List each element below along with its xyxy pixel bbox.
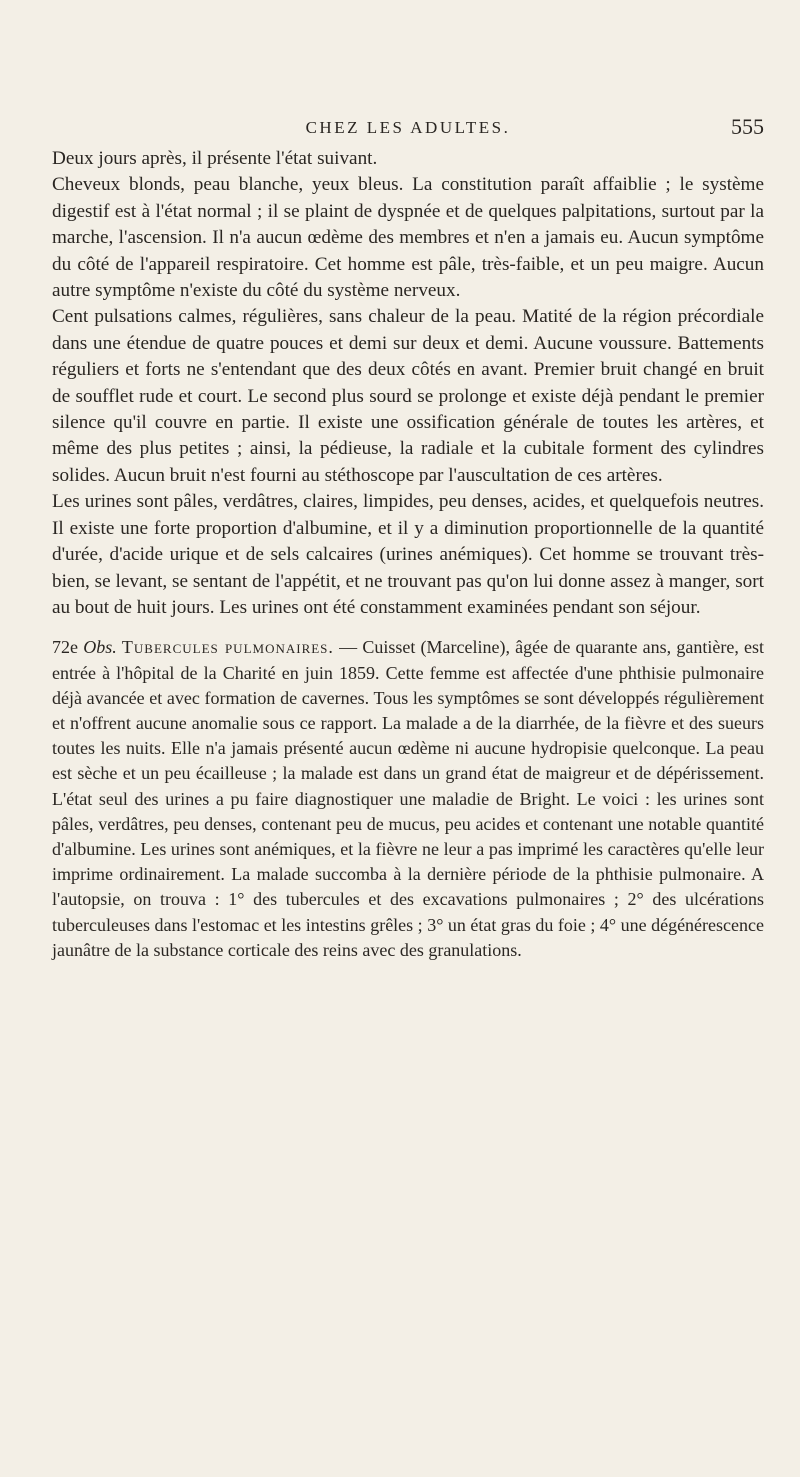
page-number: 555 [731,114,764,139]
observation-label: Obs. [83,637,117,658]
paragraph-description: Cheveux blonds, peau blanche, yeux bleus. La constitution paraît affaiblie ; le système digestif est à l'état normal ; il se plaint de dyspnée et de quelques palpitations, surtout par la marche, l'ascension. Il n'a aucun œdème des membres et n'en a jamais eu. Aucun symptôme du côté de l'appareil respiratoire. Cet homme est pâle, très-faible, et un peu maigre. Aucun autre symptôme n'existe du côté du système nerveux. [52,174,764,302]
running-title: CHEZ LES ADULTES. [305,118,511,137]
paragraph-intro: Deux jours après, il présente l'état suivant. [52,148,378,169]
page-header [52,68,764,139]
observation-title: Tubercules pulmonaires. [121,637,334,658]
observation-72 [52,635,764,963]
paragraph-urines: Les urines sont pâles, verdâtres, claires, limpides, peu denses, acides, et quelquefois neutres. Il existe une forte proportion d'albumine, et il y a diminution proportionnelle de la quantité d'urée, d'acide urique et de sels calcaires (urines anémiques). Cet homme se trouvant très-bien, se levant, se sentant de l'appétit, et ne trouvant pas qu'on lui donne assez à manger, sort au bout de huit jours. Les urines ont été constamment examinées pendant son séjour. [52,491,764,618]
paragraph-examination: Cent pulsations calmes, régulières, sans chaleur de la peau. Matité de la région précordiale dans une étendue de quatre pouces et demi sur deux et demi. Aucune voussure. Battements réguliers et forts ne s'entendant que des deux côtés en avant. Premier bruit changé en bruit de soufflet rude et court. Le second plus sourd se prolonge et existe déjà pendant le premier silence qu'il couvre en partie. Il existe une ossification générale de toutes les artères, et même des plus petites ; ainsi, la pédieuse, la radiale et la cubitale forment des cylindres solides. Aucun bruit n'est fourni au stéthoscope par l'auscultation de ces artères. [52,306,764,486]
observation-number: 72e [52,637,78,658]
observation-text: — Cuisset (Marceline), âgée de quarante ans, gantière, est entrée à l'hôpital de la Charité en juin 1859. Cette femme est affectée d'une phthisie pulmonaire déjà avancée et avec formation de cavernes. Tous les symptômes se sont développés régulièrement et n'offrent aucune anomalie sous ce rapport. La malade a de la diarrhée, de la fièvre et des sueurs toutes les nuits. Elle n'a jamais présenté aucun œdème ni aucune hydropisie quelconque. La peau est sèche et un peu écailleuse ; la malade est dans un grand état de maigreur et de dépérissement. L'état seul des urines a pu faire diagnostiquer une maladie de Bright. Le voici : les urines sont pâles, verdâtres, peu denses, contenant peu de mucus, peu acides et contenant une notable quantité d'albumine. Les urines sont anémiques, et la fièvre ne leur a pas imprimé les caractères qu'elle leur imprime ordinairement. La malade succomba à la dernière période de la phthisie pulmonaire. A l'autopsie, on trouva : 1° des tubercules et des excavations pulmonaires ; 2° des ulcérations tuberculeuses dans l'estomac et les intestins grêles ; 3° un état gras du foie ; 4° une dégénérescence jaunâtre de la substance corticale des reins avec des granulations. [52,637,765,960]
body-text [52,146,764,963]
